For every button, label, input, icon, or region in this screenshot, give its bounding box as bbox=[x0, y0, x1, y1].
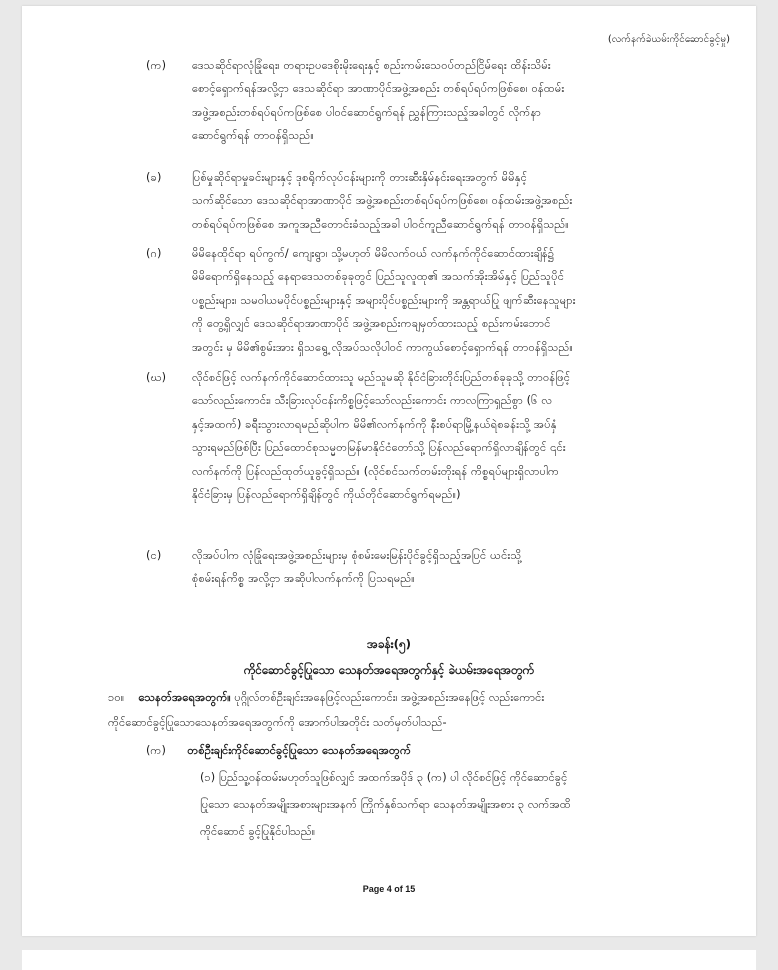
clause-line: နိုင်ငံခြားမှ ပြန်လည်ရောက်ရှိချိန်တွင် ကိုယ်တိုင်ဆောင်ရွက်ရမည်။) bbox=[192, 488, 461, 502]
section-line-1 bbox=[108, 686, 544, 709]
clause-line: ပြစ်မှုဆိုင်ရာမှုခင်းများနှင့် ဒုစရိုက်လုပ်ငန်းများကို တားဆီးနှိမ်နင်းရေးအတွက် မိမိနှင့် bbox=[192, 171, 528, 184]
clause-marker: (င) bbox=[146, 549, 162, 562]
clause-ga bbox=[146, 242, 712, 359]
clause-line: စုံစမ်းရန်ကိစ္စ အလို့ငှာ အဆိုပါလက်နက်ကို ပြသရမည်။ bbox=[192, 572, 415, 586]
clause-line: ကို တွေ့ရှိလျှင် ဒေသဆိုင်ရာအာဏာပိုင် အဖွဲ့အစည်းကချမှတ်ထားသည့် စည်းကမ်းဘောင် bbox=[192, 317, 551, 331]
clause-line: နှင့်အထက်) ခရီးသွားလာရမည်ဆိုပါက မိမိ၏လက်နက်ကို နီးစပ်ရာမြို့နယ်ရဲစခန်းသို့ အပ်နှံ bbox=[192, 417, 557, 431]
clause-ka bbox=[146, 54, 712, 148]
chapter-title: အခန်း(၅) bbox=[367, 637, 411, 651]
section-line-2: ကိုင်ဆောင်ခွင့်ပြုသောသေနတ်အရေအတွက်ကို အောက်ပါအတိုင်း သတ်မှတ်ပါသည်- bbox=[108, 716, 447, 729]
clause-line: ပစ္စည်းများ၊ သမဝါယမပိုင်ပစ္စည်းများနှင့် အများပိုင်ပစ္စည်းများကို အန္တရာယ်ပြု ဖျက်ဆီးနေသူများ bbox=[192, 293, 576, 307]
clause-marker: (က) bbox=[146, 59, 167, 72]
clause-marker: (ဂ) bbox=[146, 247, 162, 260]
clause-kha bbox=[146, 166, 712, 236]
clause-line: လိုအပ်ပါက လုံခြုံရေးအဖွဲ့အစည်းများမှ စုံစမ်းမေးမြန်းပိုင်ခွင့်ရှိသည့်အပြင် ယင်းသို့ bbox=[192, 549, 522, 562]
clause-line: ဒေသဆိုင်ရာလုံခြုံရေး၊ တရားဥပဒေစိုးမိုးရေးနှင့် စည်းကမ်းသေဝပ်တည်ငြိမ်ရေး ထိန်းသိမ်း bbox=[192, 59, 551, 72]
clause-gha bbox=[146, 366, 712, 506]
subsection-line: ကိုင်ဆောင် ခွင့်ပြုနိုင်ပါသည်။ bbox=[200, 825, 316, 838]
section-text: ပုဂ္ဂိုလ်တစ်ဦးချင်းအနေဖြင့်လည်းကောင်း၊ အဖွဲ့အစည်းအနေဖြင့် လည်းကောင်း bbox=[234, 691, 545, 704]
subsection-marker: (က) bbox=[146, 744, 166, 757]
clause-line: စောင့်ရှောက်ရန်အလို့ငှာ ဒေသဆိုင်ရာ အာဏာပိုင်အဖွဲ့အစည်း တစ်ရပ်ရပ်ကဖြစ်စေ၊ ဝန်ထမ်း bbox=[192, 82, 565, 96]
clause-line: ဆောင်ရွက်ရန် တာဝန်ရှိသည်။ bbox=[192, 129, 314, 143]
clause-line: လက်နက်ကို ပြန်လည်ထုတ်ယူခွင့်ရှိသည်။ (လိုင်စင်သက်တမ်းတိုးရန် ကိစ္စရပ်များရှိလာပါက bbox=[192, 464, 560, 478]
clause-line: အတွင်း မှ မိမိ၏စွမ်းအား ရှိသရွေ့ လိုအပ်သလိုပါဝင် ကာကွယ်စောင့်ရှောက်ရန် တာဝန်ရှိသည်။ bbox=[192, 340, 574, 354]
subsection-heading bbox=[146, 739, 411, 762]
document-page bbox=[22, 6, 756, 936]
clause-line: လိုင်စင်ဖြင့် လက်နက်ကိုင်ဆောင်ထားသူ မည်သူမဆို နိုင်ငံခြားတိုင်းပြည်တစ်ခုခုသို့ တာဝန်ဖြင့် bbox=[192, 371, 571, 384]
header-note: (လက်နက်ခဲယမ်းကိုင်ဆောင်ခွင့်မှု) bbox=[607, 34, 730, 45]
section-heading: သေနတ်အရေအတွက်။ bbox=[138, 691, 231, 704]
section-number: ၁၀။ bbox=[108, 691, 125, 704]
page-number: Page 4 of 15 bbox=[362, 884, 416, 894]
clause-line: သော်လည်းကောင်း၊ သီးခြားလုပ်ငန်းကိစ္စဖြင့်သော်လည်းကောင်း ကာလကြာရှည်စွာ (၆ လ bbox=[192, 394, 553, 408]
clause-marker: (ခ) bbox=[146, 171, 162, 184]
clause-line: မိမိနေထိုင်ရာ ရပ်ကွက်/ ကျေးရွာ၊ သို့မဟုတ် မိမိလက်ဝယ် လက်နက်ကိုင်ဆောင်ထားချိန်၌ bbox=[192, 247, 555, 260]
clause-line: သွားရမည်ဖြစ်ပြီး ပြည်ထောင်စုသမ္မတမြန်မာနိုင်ငံတော်သို့ ပြန်လည်ရောက်ရှိလာချိန်တွင် ၎င်း bbox=[192, 441, 566, 455]
chapter-subtitle: ကိုင်ဆောင်ခွင့်ပြုသော သေနတ်အရေအတွက်နှင့် ခဲယမ်းအရေအတွက် bbox=[243, 663, 535, 677]
clause-nga bbox=[146, 544, 712, 591]
clause-line: သက်ဆိုင်သော ဒေသဆိုင်ရာအာဏာပိုင် အဖွဲ့အစည်းတစ်ရပ်ရပ်ကဖြစ်စေ၊ ဝန်ထမ်းအဖွဲ့အစည်း bbox=[192, 194, 573, 208]
subsection-title: တစ်ဦးချင်းကိုင်ဆောင်ခွင့်ပြုသော သေနတ်အရေအတွက် bbox=[187, 744, 412, 757]
clause-line: အဖွဲ့အစည်းတစ်ရပ်ရပ်ကဖြစ်စေ ပါဝင်ဆောင်ရွက်ရန် ညွှန်ကြားသည့်အခါတွင် လိုက်နာ bbox=[192, 105, 542, 119]
clause-marker: (ဃ) bbox=[146, 371, 167, 384]
clause-line: တစ်ရပ်ရပ်ကဖြစ်စေ အကူအညီတောင်းခံသည့်အခါ ပါဝင်ကူညီဆောင်ရွက်ရန် တာဝန်ရှိသည်။ bbox=[192, 217, 569, 231]
clause-line: မိမိရောက်ရှိနေသည့် နေရာဒေသတစ်ခုခုတွင် ပြည်သူလူထု၏ အသက်အိုးအိမ်နှင့် ပြည်သူပိုင် bbox=[192, 270, 565, 284]
next-page-edge bbox=[22, 950, 756, 970]
subsection-line: ပြုသော သေနတ်အမျိုးအစားများအနက် ကြိုက်နှစ်သက်ရာ သေနတ်အမျိုးအစား ၃ လက်အထိ bbox=[200, 798, 571, 811]
subsection-line: (၁) ပြည်သူ့ဝန်ထမ်းမဟုတ်သူဖြစ်လျှင် အထက်အပိုဒ် ၃ (က) ပါ လိုင်စင်ဖြင့် ကိုင်ဆောင်ခွင့် bbox=[200, 771, 568, 784]
